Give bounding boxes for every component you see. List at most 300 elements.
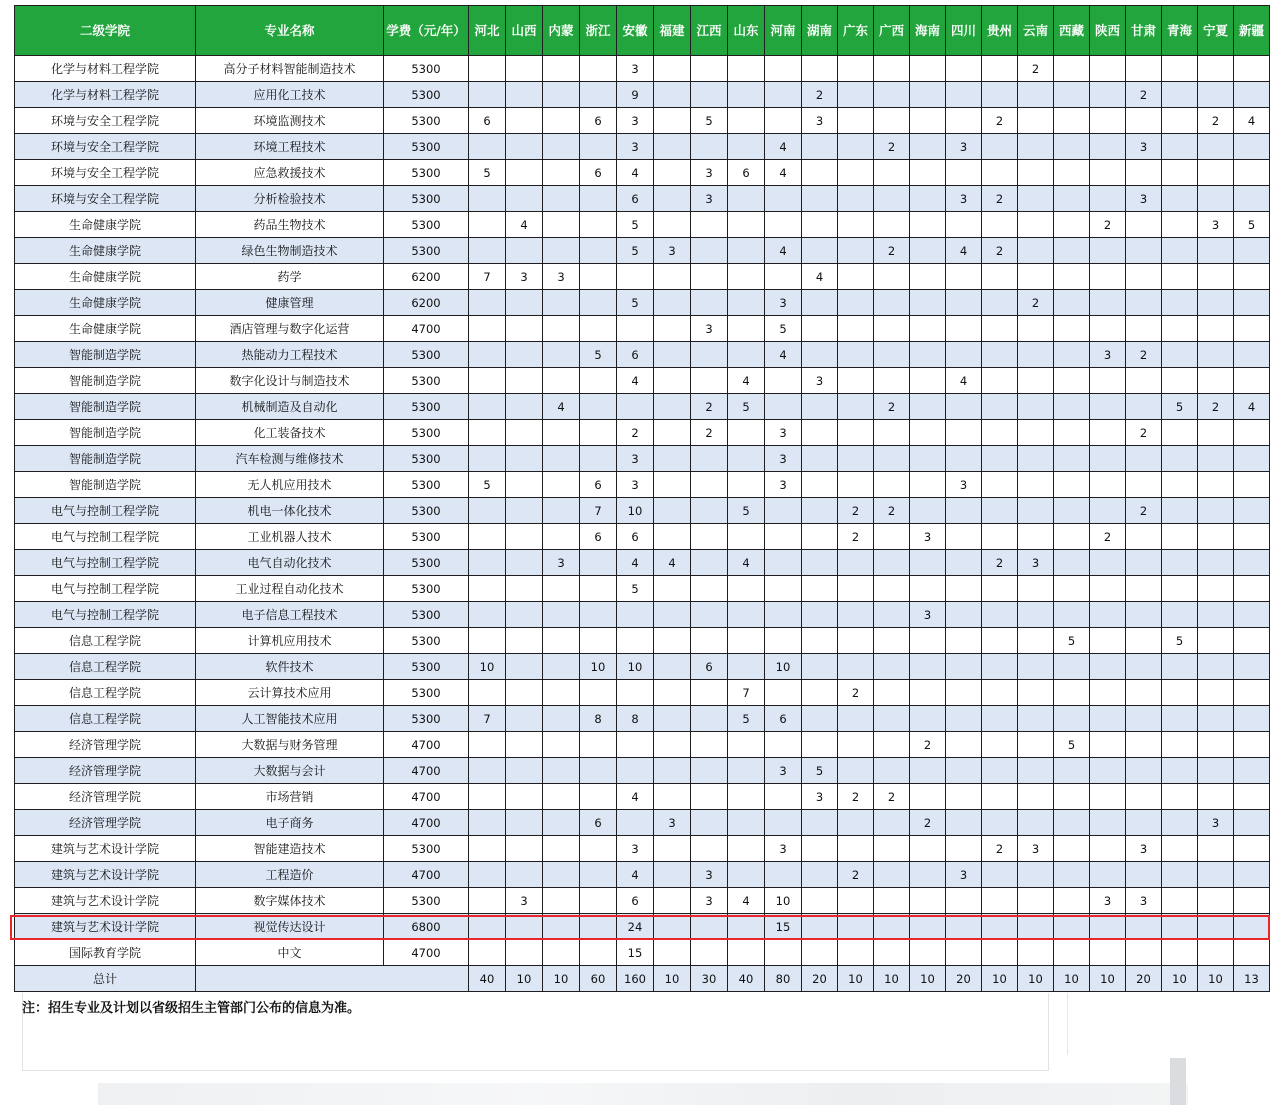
cell-quota — [1018, 368, 1054, 394]
total-cell: 10 — [1198, 966, 1234, 992]
cell-quota — [506, 810, 543, 836]
cell-quota — [1090, 784, 1126, 810]
cell-fee: 5300 — [384, 836, 469, 862]
table-row — [15, 810, 1270, 836]
cell-quota — [506, 160, 543, 186]
cell-quota — [543, 576, 580, 602]
cell-quota — [691, 446, 728, 472]
cell-quota — [654, 316, 691, 342]
cell-quota — [1198, 342, 1234, 368]
cell-quota — [1198, 498, 1234, 524]
cell-quota — [982, 160, 1018, 186]
cell-quota — [1198, 888, 1234, 914]
cell-fee: 6200 — [384, 264, 469, 290]
cell-quota — [1162, 836, 1198, 862]
cell-quota — [838, 290, 874, 316]
cell-quota — [654, 758, 691, 784]
table-row — [15, 368, 1270, 394]
cell-quota — [1090, 186, 1126, 212]
cell-quota: 2 — [1018, 56, 1054, 82]
cell-quota — [802, 186, 838, 212]
cell-quota — [802, 212, 838, 238]
cell-quota — [1090, 368, 1126, 394]
table-row — [15, 888, 1270, 914]
cell-quota — [1162, 368, 1198, 394]
cell-quota — [838, 472, 874, 498]
cell-quota — [728, 784, 765, 810]
cell-quota — [946, 550, 982, 576]
cell-quota — [1162, 342, 1198, 368]
cell-quota — [543, 680, 580, 706]
cell-quota — [838, 186, 874, 212]
cell-quota — [1162, 498, 1198, 524]
cell-quota — [1090, 940, 1126, 966]
cell-quota: 3 — [1126, 836, 1162, 862]
cell-quota: 4 — [765, 134, 802, 160]
cell-quota — [1054, 342, 1090, 368]
cell-quota — [543, 888, 580, 914]
cell-quota — [1054, 290, 1090, 316]
cell-quota — [910, 576, 946, 602]
cell-quota — [654, 784, 691, 810]
cell-fee: 4700 — [384, 862, 469, 888]
cell-college: 经济管理学院 — [15, 784, 196, 810]
cell-quota — [1018, 862, 1054, 888]
total-cell: 10 — [543, 966, 580, 992]
cell-quota — [506, 498, 543, 524]
cell-quota — [1126, 576, 1162, 602]
cell-quota: 2 — [874, 498, 910, 524]
cell-quota — [1054, 316, 1090, 342]
cell-quota — [1126, 550, 1162, 576]
cell-quota — [1234, 264, 1270, 290]
cell-quota — [1234, 654, 1270, 680]
cell-quota — [654, 888, 691, 914]
cell-quota: 3 — [691, 888, 728, 914]
cell-quota — [1198, 56, 1234, 82]
cell-quota — [1234, 784, 1270, 810]
cell-quota — [469, 784, 506, 810]
cell-quota — [691, 732, 728, 758]
cell-quota — [1198, 82, 1234, 108]
cell-quota — [874, 550, 910, 576]
cell-quota — [1198, 524, 1234, 550]
cell-quota — [469, 290, 506, 316]
cell-major: 大数据与财务管理 — [196, 732, 384, 758]
cell-quota — [1234, 82, 1270, 108]
cell-quota — [1090, 628, 1126, 654]
cell-quota — [1198, 186, 1234, 212]
cell-quota: 6 — [469, 108, 506, 134]
cell-quota — [543, 602, 580, 628]
cell-quota — [1018, 706, 1054, 732]
cell-quota — [874, 290, 910, 316]
cell-quota — [982, 342, 1018, 368]
cell-quota — [874, 810, 910, 836]
cell-quota — [728, 524, 765, 550]
cell-college: 化学与材料工程学院 — [15, 56, 196, 82]
cell-quota: 4 — [765, 160, 802, 186]
cell-quota — [765, 394, 802, 420]
cell-quota: 3 — [1018, 836, 1054, 862]
total-cell: 10 — [1018, 966, 1054, 992]
table-row — [15, 342, 1270, 368]
cell-fee: 5300 — [384, 550, 469, 576]
cell-quota — [1018, 888, 1054, 914]
cell-quota — [654, 56, 691, 82]
cell-quota: 3 — [765, 758, 802, 784]
header-row — [15, 6, 1270, 56]
cell-quota — [506, 446, 543, 472]
cell-quota — [1162, 862, 1198, 888]
cell-quota — [1126, 732, 1162, 758]
cell-quota — [543, 758, 580, 784]
cell-quota: 2 — [838, 524, 874, 550]
cell-quota — [1090, 550, 1126, 576]
cell-quota — [1198, 706, 1234, 732]
cell-quota — [910, 186, 946, 212]
cell-quota — [765, 862, 802, 888]
cell-quota — [802, 472, 838, 498]
cell-quota — [910, 914, 946, 940]
cell-quota — [874, 758, 910, 784]
cell-quota — [506, 238, 543, 264]
cell-quota — [874, 706, 910, 732]
cell-quota — [802, 836, 838, 862]
cell-quota: 2 — [910, 810, 946, 836]
cell-quota — [469, 732, 506, 758]
cell-quota: 3 — [654, 238, 691, 264]
cell-quota — [1054, 940, 1090, 966]
cell-quota — [728, 134, 765, 160]
cell-quota — [838, 654, 874, 680]
cell-quota — [1018, 212, 1054, 238]
cell-quota — [1162, 186, 1198, 212]
total-label: 总计 — [15, 966, 196, 992]
cell-quota — [469, 680, 506, 706]
cell-quota — [1162, 680, 1198, 706]
divider-line — [1067, 993, 1068, 1055]
cell-quota — [1090, 56, 1126, 82]
cell-quota — [543, 134, 580, 160]
cell-quota — [1018, 576, 1054, 602]
cell-quota — [617, 264, 654, 290]
cell-quota — [543, 446, 580, 472]
cell-quota — [469, 368, 506, 394]
cell-quota — [1162, 238, 1198, 264]
cell-quota — [469, 758, 506, 784]
cell-quota — [543, 706, 580, 732]
total-cell: 10 — [838, 966, 874, 992]
cell-quota — [506, 602, 543, 628]
cell-quota — [1198, 628, 1234, 654]
cell-quota — [617, 394, 654, 420]
cell-quota — [982, 82, 1018, 108]
cell-quota — [580, 940, 617, 966]
cell-quota — [1090, 394, 1126, 420]
cell-quota — [874, 914, 910, 940]
cell-quota: 2 — [874, 238, 910, 264]
cell-quota — [543, 784, 580, 810]
table-row — [15, 108, 1270, 134]
cell-quota — [728, 238, 765, 264]
cell-quota — [765, 628, 802, 654]
cell-quota — [946, 498, 982, 524]
cell-quota — [506, 82, 543, 108]
cell-quota — [469, 576, 506, 602]
cell-quota — [946, 108, 982, 134]
cell-college: 生命健康学院 — [15, 212, 196, 238]
cell-quota — [1018, 524, 1054, 550]
cell-major: 数字化设计与制造技术 — [196, 368, 384, 394]
header-province: 四川 — [946, 6, 982, 56]
cell-quota — [874, 602, 910, 628]
cell-quota — [802, 420, 838, 446]
cell-college: 生命健康学院 — [15, 316, 196, 342]
cell-quota — [1018, 680, 1054, 706]
cell-fee: 4700 — [384, 758, 469, 784]
cell-quota — [1018, 654, 1054, 680]
cell-quota — [1054, 888, 1090, 914]
cell-quota — [1126, 862, 1162, 888]
cell-quota: 5 — [617, 212, 654, 238]
total-cell: 40 — [728, 966, 765, 992]
cell-quota — [765, 732, 802, 758]
cell-quota: 2 — [617, 420, 654, 446]
cell-quota — [1126, 394, 1162, 420]
cell-fee: 5300 — [384, 680, 469, 706]
cell-quota: 2 — [1126, 420, 1162, 446]
cell-quota — [1234, 758, 1270, 784]
cell-quota: 3 — [946, 862, 982, 888]
cell-quota — [728, 420, 765, 446]
cell-quota: 4 — [765, 238, 802, 264]
cell-quota — [765, 550, 802, 576]
cell-quota: 6 — [617, 888, 654, 914]
cell-quota — [1054, 394, 1090, 420]
cell-quota — [838, 888, 874, 914]
cell-quota: 2 — [1090, 524, 1126, 550]
cell-college: 生命健康学院 — [15, 238, 196, 264]
cell-quota — [838, 238, 874, 264]
cell-quota — [469, 56, 506, 82]
cell-quota — [506, 368, 543, 394]
cell-quota: 3 — [1126, 134, 1162, 160]
cell-quota — [1234, 706, 1270, 732]
cell-quota — [1162, 810, 1198, 836]
cell-quota — [728, 446, 765, 472]
cell-quota — [802, 524, 838, 550]
cell-major: 高分子材料智能制造技术 — [196, 56, 384, 82]
cell-quota: 2 — [1018, 290, 1054, 316]
cell-quota — [910, 368, 946, 394]
cell-quota — [469, 628, 506, 654]
cell-quota — [838, 160, 874, 186]
cell-quota — [691, 784, 728, 810]
cell-quota — [1054, 654, 1090, 680]
cell-quota: 10 — [617, 498, 654, 524]
cell-fee: 4700 — [384, 940, 469, 966]
total-cell: 20 — [946, 966, 982, 992]
cell-quota — [802, 446, 838, 472]
cell-quota — [874, 472, 910, 498]
cell-quota — [765, 680, 802, 706]
header-major: 专业名称 — [196, 6, 384, 56]
cell-quota — [506, 940, 543, 966]
cell-quota — [580, 420, 617, 446]
cell-quota — [1090, 316, 1126, 342]
cell-quota — [728, 264, 765, 290]
cell-quota: 6 — [580, 810, 617, 836]
cell-quota — [982, 862, 1018, 888]
table-row — [15, 836, 1270, 862]
cell-quota — [617, 602, 654, 628]
cell-quota — [1090, 160, 1126, 186]
cell-quota — [654, 732, 691, 758]
cell-major: 工程造价 — [196, 862, 384, 888]
cell-quota — [1018, 420, 1054, 446]
table-row — [15, 784, 1270, 810]
cell-college: 经济管理学院 — [15, 732, 196, 758]
cell-quota — [1198, 654, 1234, 680]
cell-quota — [1090, 914, 1126, 940]
cell-quota — [543, 56, 580, 82]
cell-quota — [506, 784, 543, 810]
cell-major: 无人机应用技术 — [196, 472, 384, 498]
cell-quota — [1198, 758, 1234, 784]
cell-quota — [728, 810, 765, 836]
cell-quota — [946, 56, 982, 82]
cell-quota — [1234, 550, 1270, 576]
cell-quota — [838, 446, 874, 472]
table-row — [15, 628, 1270, 654]
bottom-photo-strip — [98, 1083, 1188, 1105]
cell-quota — [506, 654, 543, 680]
cell-quota — [580, 550, 617, 576]
cell-quota — [617, 680, 654, 706]
cell-quota — [982, 576, 1018, 602]
cell-quota — [580, 316, 617, 342]
cell-quota — [982, 888, 1018, 914]
cell-quota — [580, 446, 617, 472]
cell-major: 市场营销 — [196, 784, 384, 810]
cell-quota — [765, 212, 802, 238]
cell-quota — [691, 342, 728, 368]
cell-quota — [543, 732, 580, 758]
cell-quota: 3 — [946, 134, 982, 160]
cell-quota — [910, 56, 946, 82]
cell-quota — [469, 810, 506, 836]
cell-quota — [506, 758, 543, 784]
cell-quota — [543, 628, 580, 654]
cell-quota: 3 — [765, 420, 802, 446]
cell-major: 智能建造技术 — [196, 836, 384, 862]
cell-quota — [946, 784, 982, 810]
cell-quota — [1018, 186, 1054, 212]
cell-quota — [874, 576, 910, 602]
cell-fee: 5300 — [384, 186, 469, 212]
cell-quota: 2 — [1198, 394, 1234, 420]
cell-quota: 2 — [910, 732, 946, 758]
cell-quota — [1198, 680, 1234, 706]
cell-quota — [506, 56, 543, 82]
cell-quota — [838, 420, 874, 446]
cell-quota: 4 — [946, 368, 982, 394]
table-row — [15, 56, 1270, 82]
cell-quota — [728, 914, 765, 940]
cell-quota — [910, 212, 946, 238]
cell-quota — [802, 810, 838, 836]
cell-quota — [1162, 654, 1198, 680]
cell-quota: 6 — [580, 472, 617, 498]
cell-quota: 3 — [617, 836, 654, 862]
cell-quota — [1198, 290, 1234, 316]
cell-college: 建筑与艺术设计学院 — [15, 836, 196, 862]
cell-major: 视觉传达设计 — [196, 914, 384, 940]
cell-major: 药学 — [196, 264, 384, 290]
cell-quota — [1162, 134, 1198, 160]
cell-quota — [910, 498, 946, 524]
cell-quota — [765, 56, 802, 82]
cell-college: 电气与控制工程学院 — [15, 576, 196, 602]
cell-quota — [1162, 290, 1198, 316]
cell-quota — [543, 940, 580, 966]
cell-quota — [1198, 862, 1234, 888]
cell-quota: 6 — [580, 108, 617, 134]
cell-quota — [1090, 420, 1126, 446]
cell-quota — [874, 212, 910, 238]
cell-quota: 5 — [617, 238, 654, 264]
cell-fee: 5300 — [384, 394, 469, 420]
cell-quota: 3 — [617, 108, 654, 134]
cell-quota — [580, 290, 617, 316]
cell-quota — [802, 498, 838, 524]
cell-college: 经济管理学院 — [15, 758, 196, 784]
cell-quota — [1054, 784, 1090, 810]
cell-major: 机械制造及自动化 — [196, 394, 384, 420]
cell-quota — [506, 680, 543, 706]
total-cell: 20 — [1126, 966, 1162, 992]
cell-quota — [654, 420, 691, 446]
cell-college: 智能制造学院 — [15, 472, 196, 498]
cell-quota: 3 — [617, 472, 654, 498]
cell-quota — [910, 680, 946, 706]
header-province: 江西 — [691, 6, 728, 56]
cell-quota — [1018, 628, 1054, 654]
total-cell: 20 — [802, 966, 838, 992]
cell-quota — [910, 446, 946, 472]
cell-quota — [946, 212, 982, 238]
cell-quota — [802, 914, 838, 940]
cell-quota — [1234, 238, 1270, 264]
cell-quota — [910, 654, 946, 680]
cell-quota — [617, 628, 654, 654]
cell-quota — [802, 238, 838, 264]
cell-quota — [1234, 368, 1270, 394]
cell-quota — [1126, 368, 1162, 394]
cell-college: 生命健康学院 — [15, 290, 196, 316]
cell-quota — [691, 290, 728, 316]
cell-quota — [469, 914, 506, 940]
total-blank — [196, 966, 469, 992]
cell-quota — [910, 290, 946, 316]
cell-quota — [802, 56, 838, 82]
cell-college: 电气与控制工程学院 — [15, 524, 196, 550]
cell-quota — [1090, 82, 1126, 108]
total-cell: 10 — [1162, 966, 1198, 992]
cell-major: 数字媒体技术 — [196, 888, 384, 914]
cell-quota: 3 — [765, 472, 802, 498]
